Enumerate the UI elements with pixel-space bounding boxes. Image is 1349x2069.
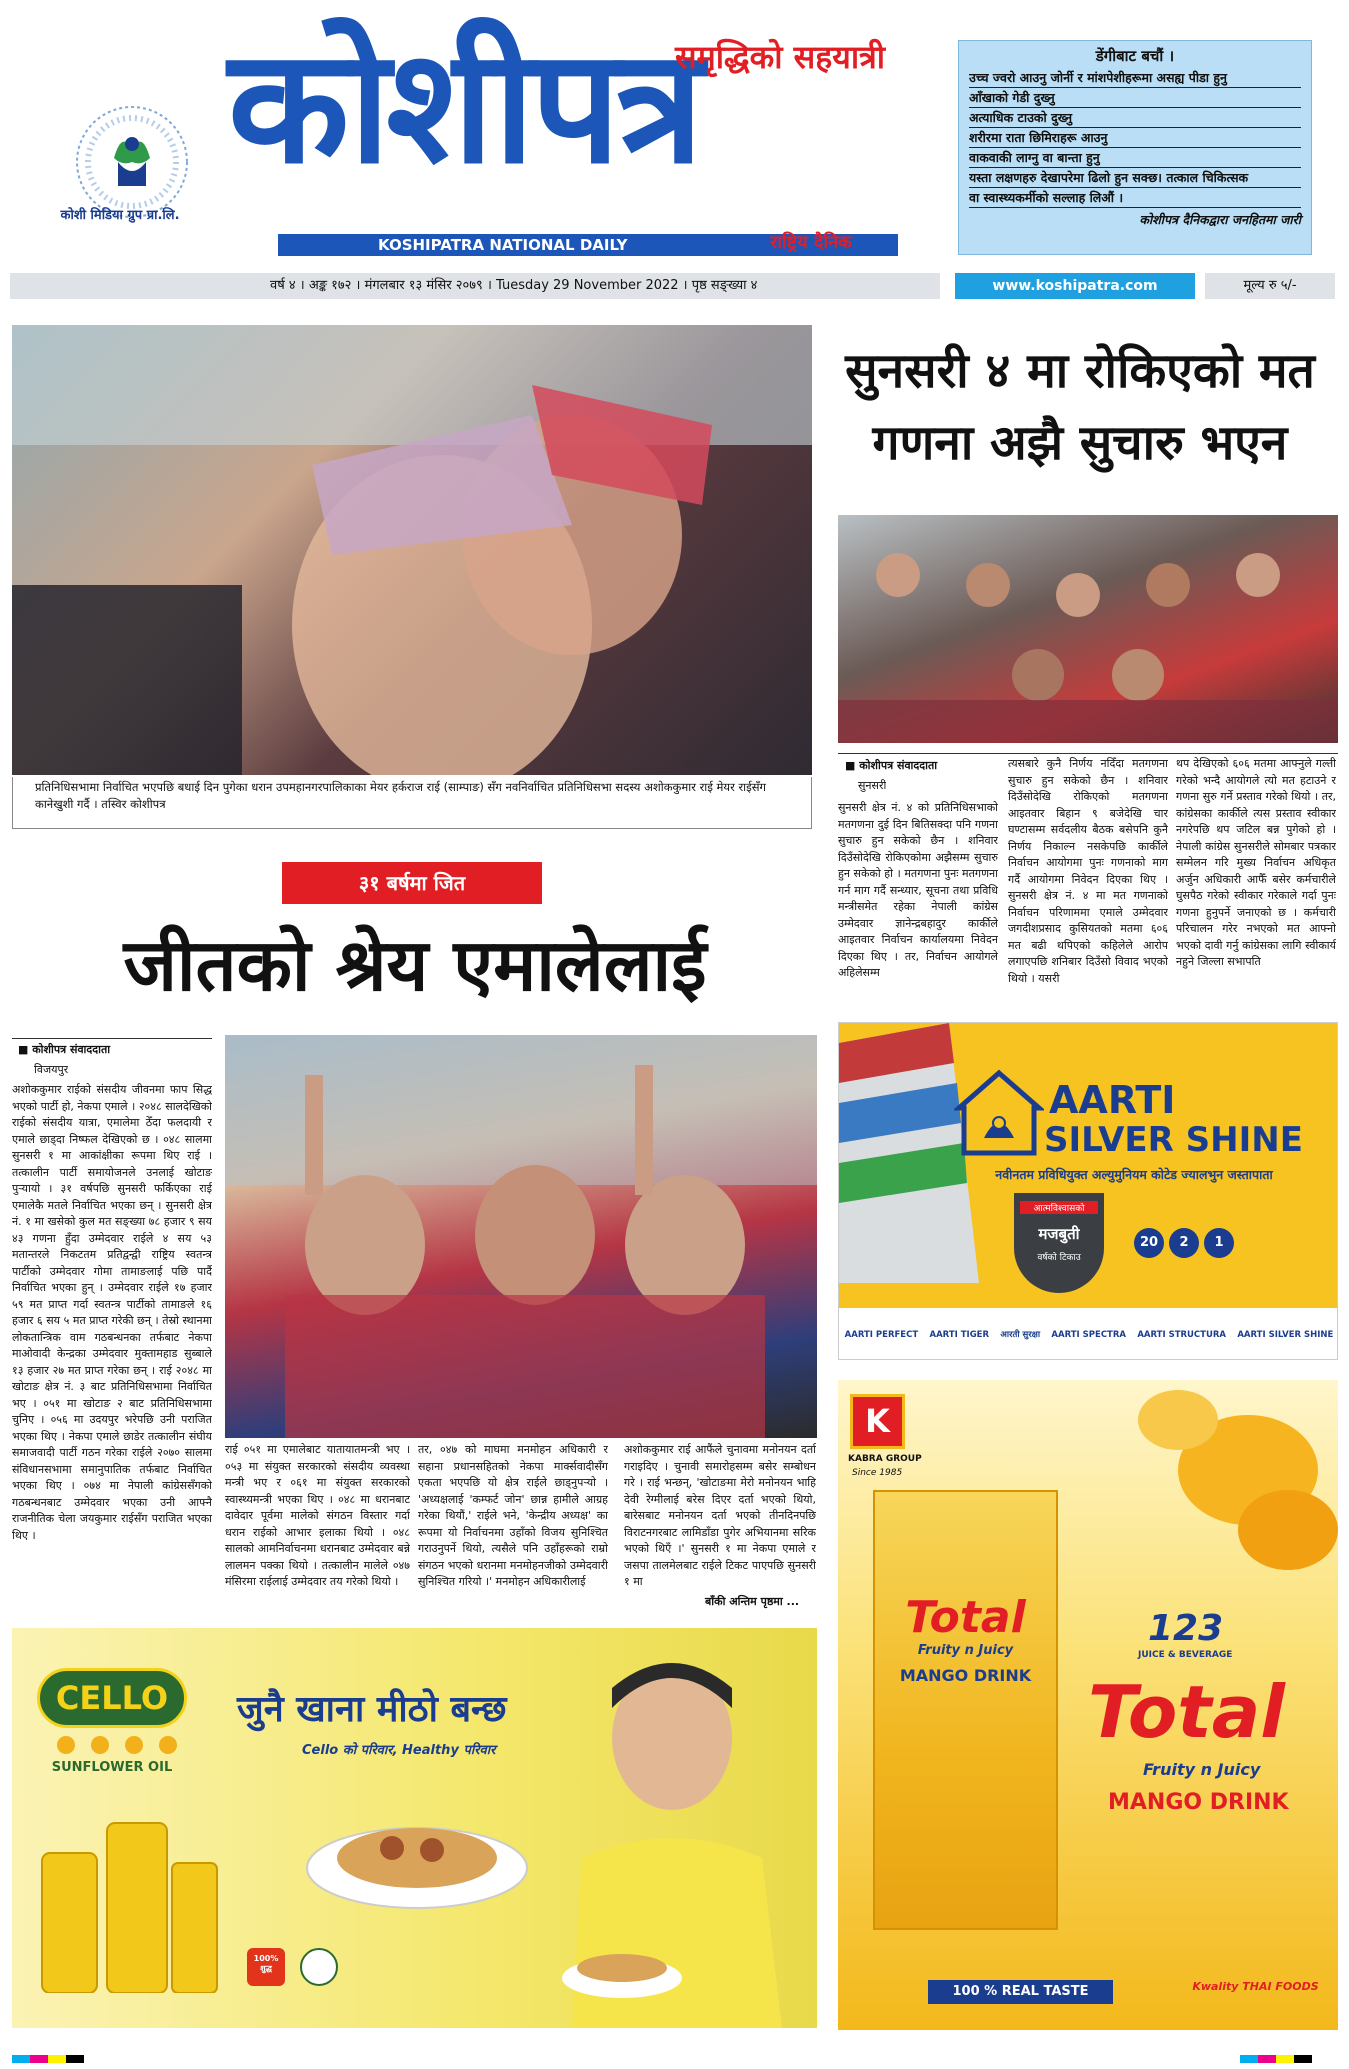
cello-advertisement[interactable] <box>12 1628 817 2028</box>
sunflower-icon <box>57 1736 75 1754</box>
website-link[interactable]: www.koshipatra.com <box>955 273 1195 299</box>
carton-sub: Fruity n Juicy <box>917 1643 1014 1658</box>
print-color-bar-right <box>1240 2055 1330 2063</box>
dengue-notice <box>958 40 1312 255</box>
aarti-shield-badge <box>1014 1193 1104 1293</box>
jeet-col-left: अशोककुमार राईको संसदीय जीवनमा फाप सिद्ध भएको पार्टी हो, नेकपा एमाले । २०४८ सालदेखिको राईको संसदीय यात्रा, एमालेमा ठेँदा फलदायी र एमाले छाड्दा निष्फल देखिएको छ । ०४८ सालमा सुनसरी १ मा आकांक्षीका रूपमा थिए राई । तत्कालीन पार्टी समायोजनले उनलाई खोटाङ पुऱ्यायो । ३१ वर्षपछि सुनसरी फर्किएका राई एमालेकै मतले निर्वाचित भएका छन् । सुनसरी क्षेत्र नं. १ मा खसेको कुल मत सङ्ख्या ७८ हजार ९ सय ४३ गणना हुँदा उम्मेदवार राईले ४ सय ५३ मतान्तरले निकटतम प्रतिद्वन्द्वी राष्ट्रिय स्वतन्त्र पार्टीको उम्मेदवार गोमा तामाङलाई पछि पार्दै निर्वाचित भएका हुन् । उम्मेदवार राईले १७ हजार ५९ मत प्राप्त गर्दा स्वतन्त्र पार्टीको तामाङले १६ हजार ६ सय ५ मत प्राप्त गरेकी छन् । तेस्रो स्थानमा लोकतान्त्रिक वाम गठबन्धनका तर्फबाट नेकपा माओवादी केन्द्रका उम्मेदवार मुक्तामहाड सुब्बाले १३ हजार २७ मत प्राप्त गरेका छन् । राई २०४८ मा खोटाङ क्षेत्र नं. ३ बाट प्रतिनिधिसभामा निर्वाचित भए । ०५१ मा खोटाङ २ बाट प्रतिनिधिसभामा चुनिए । ०५६ मा उदयपुर भरेपछि उनी पराजित भएका थिए । नेकपा एमाले छाडेर तत्कालीन संघीय समाजवादी पार्टी गठन गरेका राईले २०७० सालमा संविधानसभामा समानुपातिक तर्फबाट निर्वाचित भएका थिए । ०७४ मा नेपाली कांग्रेससँगको गठबन्धनबाट उम्मेदवार भएका उनी आफ्नै राजनीतिक चेला जयकुमार राईसँग पराजित भएका थिए । <box>12 1083 212 1542</box>
dengue-notice-item: वा स्वास्थ्यकर्मीको सल्लाह लिऔं । <box>969 188 1301 208</box>
dengue-notice-footer: कोशीपत्र दैनिकद्वारा जनहितमा जारी <box>1139 212 1301 227</box>
sunsari-col1: सुनसरी क्षेत्र नं. ४ को प्रतिनिधिसभाको मतगणना दुई दिन बितिसक्दा पनि गणना सुचारु हुन सकेको छैन । शनिवार दिउँसोदेखि रोकिएकोमा अझैसम्म सुचारु हुन सकेको हो । मतगणना पुनः मतगणना गर्न माग गर्दै सन्ध्यार, सूचना तथा प्रविधि मन्त्रीसमेत रहेका नेपाली कांग्रेस उम्मेदवार ज्ञानेन्द्रबहादुर कार्कीले आइतवार निर्वाचन कार्यालयमा निवेदन दिएका थिए । तर, निर्वाचन आयोगले अहिलेसम्म <box>838 801 998 979</box>
cello-purity-badge: 100% शुद्ध <box>247 1948 285 1986</box>
dengue-notice-item: उच्च ज्वरो आउनु जोर्नी र मांशपेशीहरूमा असह्य पीडा हुनु <box>969 68 1301 88</box>
dengue-notice-item: शरीरमा राता छिमिराहरू आउनु <box>969 128 1301 148</box>
total-sub: Fruity n Juicy <box>1143 1760 1261 1779</box>
aarti-stat: 20 <box>1134 1228 1164 1258</box>
cello-headline: जुनै खाना मीठो बन्छ <box>237 1689 507 1730</box>
sunsari-place: सुनसरी <box>858 779 887 792</box>
sunflower-icon <box>159 1736 177 1754</box>
victory-rally-photo-icon <box>225 1035 817 1438</box>
masthead-tagline: समृद्धिको सहयात्री <box>675 38 886 76</box>
masthead-english-name: KOSHIPATRA NATIONAL DAILY <box>278 234 898 256</box>
aarti-advertisement[interactable] <box>838 1022 1338 1360</box>
total-count: 123 <box>1148 1608 1224 1649</box>
mango-fruit-icon <box>1098 1380 1338 1600</box>
sunflower-icon <box>91 1736 109 1754</box>
aarti-product: AARTI STRUCTURA <box>1137 1329 1226 1340</box>
story-kicker: ३१ बर्षमा जित <box>282 862 542 904</box>
sunsari-photo <box>838 515 1338 743</box>
dengue-notice-title: डेंगीबाट बचौं । <box>1095 47 1175 65</box>
jeet-col3: तर, ०४७ को माघमा मनमोहन अधिकारी र सहाना प्रधानसहितको नेकपा मार्क्सवादीसँग एकता भएपछि यो क्षेत्र राईले छाड्नुपर्‍यो । 'अध्यक्षलाई 'कम्फर्ट जोन' छान्न हामीले आग्रह गरेका थियौं,' राईले भने, 'केन्द्रीय अध्यक्ष' का रूपमा यो निर्वाचनमा उहाँको विजय सुनिश्चित गराउनुपर्ने थियो, त्यसैले पनि उहाँहरूको राम्रो संगठन भएको धरानमा मनमोहनजीको उम्मेदवारी सुनिश्चित गरियो ।' मनमोहन अधिकारीलाई <box>418 1443 608 1588</box>
crowd-photo-icon <box>838 515 1338 743</box>
celebration-photo-icon <box>12 325 812 775</box>
sunflower-icon <box>125 1736 143 1754</box>
biryani-plate-icon <box>302 1788 532 1918</box>
sunsari-headline <box>830 335 1330 479</box>
dengue-notice-item: अत्याधिक टाउको दुख्नु <box>969 108 1301 128</box>
dengue-notice-item: वाकवाकी लाग्नु वा बान्ता हुनु <box>969 148 1301 168</box>
total-juice-advertisement[interactable] <box>838 1380 1338 2030</box>
main-photo-caption: प्रतिनिधिसभामा निर्वाचित भएपछि बधाई दिन पुगेका धरान उपमहानगरपालिकाका मेयर हर्कराज राई (साम्पाङ) सँग नवनिर्वाचित प्रतिनिधिसभा सदस्य अशोककुमार राई मेयर राईसँग कानेखुशी गर्दै । तस्विर कोशीपत्र <box>12 777 812 829</box>
aarti-product: AARTI SPECTRA <box>1051 1329 1126 1340</box>
total-brand: Total <box>1088 1670 1285 1754</box>
main-photo <box>12 325 812 775</box>
aarti-badge-top: आत्मविश्वासको <box>1020 1201 1098 1214</box>
price-label: मूल्य रु ५/- <box>1205 273 1335 299</box>
kwality-logo: Kwality THAI FOODS <box>1192 1980 1319 1993</box>
total-since: Since 1985 <box>852 1468 903 1478</box>
issue-info-strip: वर्ष ४ । अङ्क १७२ । मंगलबार १३ मंसिर २०७९ । Tuesday 29 November 2022 । पृष्ठ सङ्ख्या ४ <box>10 273 940 299</box>
print-color-bar-left <box>12 2055 102 2063</box>
group-name: कोशी मिडिया ग्रुप प्रा.लि. <box>60 208 180 223</box>
oil-bottles-icon <box>32 1803 222 1993</box>
juice-carton <box>873 1490 1058 1930</box>
aarti-stat: 2 <box>1169 1228 1199 1258</box>
kabra-logo-icon: K <box>850 1394 905 1449</box>
aarti-badge-label: मजबुती <box>1038 1225 1080 1243</box>
aarti-product: आरती सुरक्षा <box>1000 1330 1041 1340</box>
man-with-spoon-icon <box>532 1648 802 2028</box>
sunsari-top-rule <box>838 753 1338 754</box>
sunflower-row <box>57 1736 177 1754</box>
total-product: MANGO DRINK <box>1108 1790 1289 1815</box>
dengue-notice-item: यस्ता लक्षणहरु देखापरेमा ढिलो हुन सक्छ। तत्काल चिकित्सक <box>969 168 1301 188</box>
carton-brand: Total <box>905 1592 1026 1643</box>
masthead-title: कोशीपत्र <box>228 15 700 199</box>
carton-product: MANGO DRINK <box>899 1666 1032 1685</box>
aarti-brand-line1: AARTI <box>1049 1078 1176 1122</box>
jeet-place: विजयपुर <box>34 1063 69 1076</box>
sunsari-byline: ■ कोशीपत्र संवाददाता <box>845 759 938 772</box>
sunsari-col3: थप देखिएको ६०६ मतमा आफ्नुले गल्ती गरेको भन्दै आयोगले त्यो मत हटाउने र गणना सुरु गर्ने प्रस्ताव गरेको थियो । तर, कांग्रेसका कार्कीले त्यस प्रस्ताव स्वीकार नगरेपछि थप जटिल बन्न पुगेको हो । नेपाली कांग्रेस सुनसरीले सोमबार पत्रकार सम्मेलन गरि मुख्य निर्वाचन अधिकृत अर्जुन अधिकारी आफैँ बसेर कर्मचारीले घुसपैठ गरेको स्वीकार गरेकाले गर्दा पुनः गणना हुनुपर्ने जनाएको छ । कर्मचारी परिचालन गरेर नभएको मत आफ्नो भएको दावी गर्नु कांग्रेसका लागि स्वीकार्य नहुने जिल्ला सभापति <box>1176 757 1336 968</box>
cello-tagline: Cello को परिवार, Healthy परिवार <box>302 1743 496 1758</box>
jeet-continued: बाँकी अन्तिम पृष्ठमा ... <box>705 1595 800 1608</box>
aarti-tagline: नवीनतम प्रविधियुक्त अल्युमुनियम कोटेड ज्यालभुन जस्तापाता <box>995 1167 1273 1182</box>
aarti-product: AARTI SILVER SHINE <box>1237 1329 1334 1340</box>
aarti-product: AARTI PERFECT <box>844 1329 919 1340</box>
aarti-badge-bottom: वर्षको टिकाउ <box>1037 1253 1081 1263</box>
total-juice-beverage: JUICE & BEVERAGE <box>1138 1650 1233 1660</box>
aarti-product: AARTI TIGER <box>929 1329 990 1340</box>
aarti-brand-line2: SILVER SHINE <box>1044 1120 1303 1160</box>
masthead-subtitle: राष्ट्रिय दैनिक <box>770 232 852 253</box>
aarti-stat: 1 <box>1204 1228 1234 1258</box>
jeet-byline: ■ कोशीपत्र संवाददाता <box>18 1043 111 1056</box>
sunsari-headline-line2: गणना अझै सुचारु भएन <box>872 415 1288 471</box>
cello-product: SUNFLOWER OIL <box>51 1760 173 1775</box>
jeet-col2: राई ०५१ मा एमालेबाट यातायातमन्त्री भए । ०५३ मा संयुक्त सरकारको संसदीय व्यवस्था मन्त्री भए र ०६१ मा संयुक्त सरकारको स्वास्थ्यमन्त्री भएका थिए । ०४८ मा धरानबाट दावेदार पूर्वमा मालेको संगठन विस्तार गर्दा धरान राईको आभार इलाका थियो । ०४८ सालको आमनिर्वाचनमा धरानबाट उम्मेदवार बन्ने लालमन पक्का थियो । तत्कालीन मालेले ०४७ मंसिरमा राईलाई उम्मेदवार तय गरेको थियो । <box>225 1443 410 1588</box>
total-group: KABRA GROUP <box>848 1454 922 1464</box>
house-lamp-icon <box>954 1068 1044 1158</box>
cello-seal-icon <box>300 1948 338 1986</box>
sunsari-headline-line1: सुनसरी ४ मा रोकिएको मत <box>845 343 1315 399</box>
total-claim: 100 % REAL TASTE <box>928 1980 1113 2004</box>
sunsari-col2: त्यसबारे कुनै निर्णय नदिँदा मतगणना सुचारु हुन सकेको छैन । शनिवार दिउँसोदेखि रोकिएको मतगणना आइतवार बिहान ९ बजेदेखि चार घण्टासम्म सर्वदलीय बैठक बसेपनि कुनै निर्णय निकाल्न नसकेपछि कार्कीले निर्वाचन आयोगमा पुनः गणनाको माग गर्दै आयोगमा निवेदन दिएका थिए । सुनसरी क्षेत्र नं. ४ मा मत गणनाको निर्वाचन परिणाममा एमाले उम्मेदवार जगदीशप्रसाद कुसियतको मतमा ६०६ मत बढी थपिएको कहिलेले आरोप लगाएपछि शनिबार दिउँसो विवाद भएको थियो । यसरी <box>1008 757 1168 985</box>
dengue-notice-item: आँखाको गेडी दुख्नु <box>969 88 1301 108</box>
victory-photo <box>225 1035 817 1438</box>
jeet-col4: अशोककुमार राई आफैंले चुनावमा मनोनयन दर्ता गराइदिए । चुनावी समारोहसम्म बसेर सम्बोधन गरे । राई भन्छन्, 'खोटाङमा मेरो मनोनयन भाहि देवी रेग्मीलाई बरेस दिएर दर्ता भएको थियो, बारेसबाट मनोनयन दर्ता भएको तीनदिनपछि विराटनगरबाट लामिडाँडा पुगेर अभियानमा सरिक भएको थिएँ ।' सुनसरी १ मा नेकपा एमाले र जसपा तालमेलबाट राईले टिकट पाएपछि सुनसरी १ मा <box>624 1443 816 1588</box>
cello-brand-logo: CELLO <box>37 1668 187 1728</box>
aarti-product-strip <box>839 1308 1338 1360</box>
jeet-top-rule <box>12 1038 212 1039</box>
jeet-headline: जीतको श्रेय एमालेलाई <box>123 922 707 1007</box>
